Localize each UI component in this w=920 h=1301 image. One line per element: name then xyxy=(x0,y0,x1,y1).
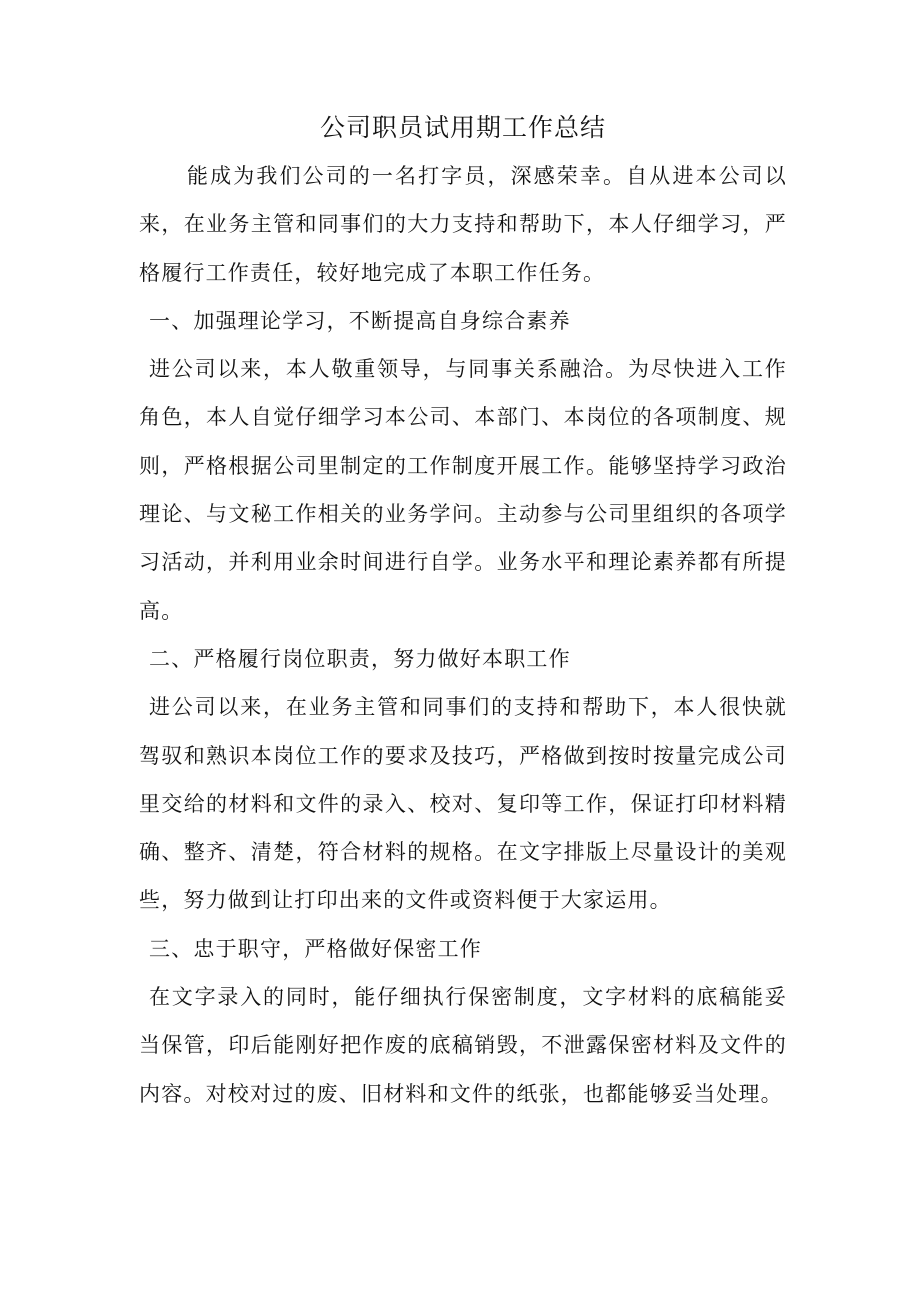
intro-paragraph: 能成为我们公司的一名打字员，深感荣幸。自从进本公司以来，在业务主管和同事们的大力支持和帮助下，本人仔细学习，严格履行工作责任，较好地完成了本职工作任务。 xyxy=(139,164,787,285)
document-content xyxy=(139,104,787,1118)
section-3-body: 在文字录入的同时，能仔细执行保密制度，文字材料的底稿能妥当保管，印后能刚好把作废的底稿销毁，不泄露保密材料及文件的内容。对校对过的废、旧材料和文件的纸张，也都能够妥当处理。 xyxy=(139,985,787,1106)
section-3-heading: 三、忠于职守，严格做好保密工作 xyxy=(149,936,482,961)
document-title: 公司职员试用期工作总结 xyxy=(319,113,606,142)
section-1-heading: 一、加强理论学习，不断提高自身综合素养 xyxy=(149,308,571,333)
section-2-heading: 二、严格履行岗位职责，努力做好本职工作 xyxy=(149,646,571,671)
section-2-body: 进公司以来，在业务主管和同事们的支持和帮助下，本人很快就驾驭和熟识本岗位工作的要求及技巧，严格做到按时按量完成公司里交给的材料和文件的录入、校对、复印等工作，保证打印材料精确、整齐、清楚，符合材料的规格。在文字排版上尽量设计的美观些，努力做到让打印出来的文件或资料便于大家运用。 xyxy=(139,695,787,913)
section-1-body: 进公司以来，本人敬重领导，与同事关系融洽。为尽快进入工作角色，本人自觉仔细学习本公司、本部门、本岗位的各项制度、规则，严格根据公司里制定的工作制度开展工作。能够坚持学习政治理论、与文秘工作相关的业务学问。主动参与公司里组织的各项学习活动，并利用业余时间进行自学。业务水平和理论素养都有所提高。 xyxy=(139,357,787,623)
